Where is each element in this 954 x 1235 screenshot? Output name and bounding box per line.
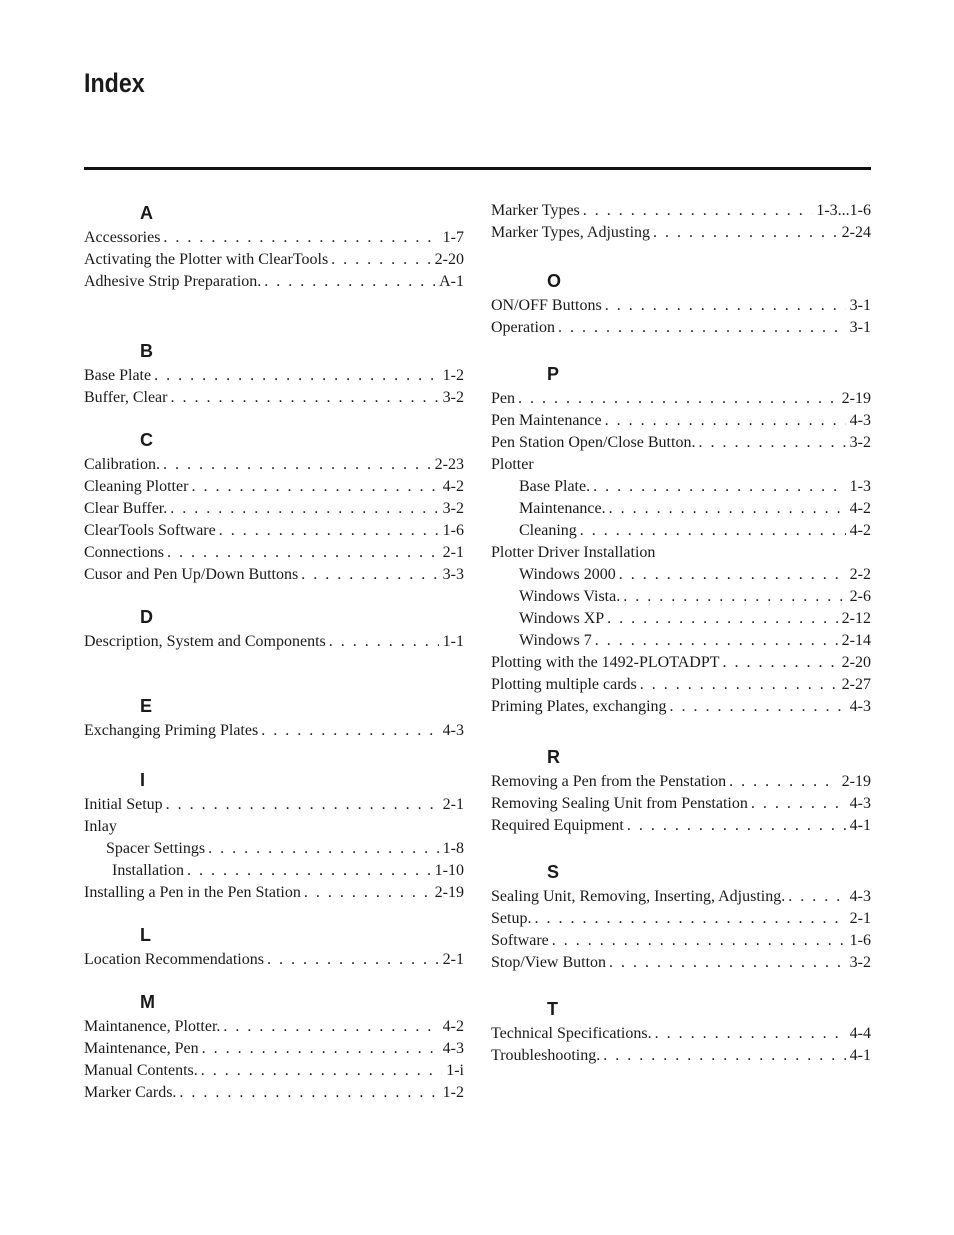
index-entry: ON/OFF Buttons . . . 3-1 [491, 295, 871, 317]
index-subentry: Cleaning . . . 4-2 [491, 520, 871, 542]
index-subentry: Maintenance. . . . 4-2 [491, 498, 871, 520]
index-entry: Marker Cards. . . . 1-2 [84, 1082, 464, 1104]
index-section-r [491, 744, 871, 837]
section-letter: S [547, 862, 560, 882]
section-letter: B [140, 341, 153, 361]
index-entry: Cleaning Plotter . . . 4-2 [84, 476, 464, 498]
index-entry: Troubleshooting. . . . 4-1 [491, 1045, 871, 1067]
index-entry: Adhesive Strip Preparation. . . . A-1 [84, 271, 464, 293]
index-entry: Stop/View Button . . . 3-2 [491, 952, 871, 974]
index-entry: Initial Setup . . . 2-1 [84, 794, 464, 816]
index-subentry: Windows 7 . . . 2-14 [491, 630, 871, 652]
index-column-left [84, 200, 464, 1104]
index-heading: Plotter Driver Installation [491, 544, 656, 561]
section-letter: I [140, 770, 146, 790]
index-section-t [491, 996, 871, 1067]
index-entry: Base Plate . . . 1-2 [84, 365, 464, 387]
index-entry: Sealing Unit, Removing, Inserting, Adjusting. . . . 4-3 [491, 886, 871, 908]
index-entry: Accessories . . . 1-7 [84, 227, 464, 249]
index-entry: Activating the Plotter with ClearTools . . . 2-20 [84, 249, 464, 271]
index-section-b [84, 338, 464, 409]
index-entry: Operation . . . 3-1 [491, 317, 871, 339]
index-subentry: Windows 2000 . . . 2-2 [491, 564, 871, 586]
index-entry: Software . . . 1-6 [491, 930, 871, 952]
index-entry: Marker Types, Adjusting . . . 2-24 [491, 222, 871, 244]
index-section-o [491, 268, 871, 339]
index-entry: Required Equipment . . . 4-1 [491, 815, 871, 837]
index-subentry: Base Plate. . . . 1-3 [491, 476, 871, 498]
index-entry: Plotting with the 1492-PLOTADPT . . . 2-20 [491, 652, 871, 674]
index-section-m [84, 989, 464, 1104]
index-entry: Cusor and Pen Up/Down Buttons . . . 3-3 [84, 564, 464, 586]
index-subentry: Installation . . . 1-10 [84, 860, 464, 882]
page-title: Index [84, 68, 145, 98]
index-entry: Maintenance, Pen . . . 4-3 [84, 1038, 464, 1060]
section-letter: O [547, 271, 562, 291]
index-column-right [491, 200, 871, 1067]
index-section-p [491, 361, 871, 718]
index-entry: Description, System and Components . . . 1-1 [84, 631, 464, 653]
index-entry: Marker Types . . . 1-3...1-6 [491, 200, 871, 222]
index-entry: Installing a Pen in the Pen Station . . . 2-19 [84, 882, 464, 904]
index-section-l [84, 922, 464, 971]
index-section-s [491, 859, 871, 974]
index-entry: Priming Plates, exchanging . . . 4-3 [491, 696, 871, 718]
index-entry: Technical Specifications. . . . 4-4 [491, 1023, 871, 1045]
section-letter: T [547, 999, 558, 1019]
index-section-e [84, 693, 464, 742]
index-entry: Location Recommendations . . . 2-1 [84, 949, 464, 971]
index-entry: Removing Sealing Unit from Penstation . . . 4-3 [491, 793, 871, 815]
index-section-i [84, 767, 464, 904]
section-letter: A [140, 203, 153, 223]
index-entry: Setup. . . . 2-1 [491, 908, 871, 930]
index-section-a [84, 200, 464, 293]
index-section-c [84, 427, 464, 586]
index-section-d [84, 604, 464, 653]
section-letter: C [140, 430, 153, 450]
index-entry: Plotting multiple cards . . . 2-27 [491, 674, 871, 696]
index-entry: Clear Buffer. . . . 3-2 [84, 498, 464, 520]
index-heading: Plotter [491, 456, 534, 473]
index-entry: ClearTools Software . . . 1-6 [84, 520, 464, 542]
section-letter: D [140, 607, 153, 627]
index-entry: Buffer, Clear . . . 3-2 [84, 387, 464, 409]
index-entry: Manual Contents. . . . 1-i [84, 1060, 464, 1082]
index-entry: Pen Station Open/Close Button. . . . 3-2 [491, 432, 871, 454]
index-subentry: Windows XP . . . 2-12 [491, 608, 871, 630]
index-subentry: Spacer Settings . . . 1-8 [84, 838, 464, 860]
index-entry: Exchanging Priming Plates . . . 4-3 [84, 720, 464, 742]
index-entry: Calibration. . . . 2-23 [84, 454, 464, 476]
section-letter: M [140, 992, 155, 1012]
index-heading: Inlay [84, 818, 117, 835]
index-entry: Connections . . . 2-1 [84, 542, 464, 564]
index-entry: Removing a Pen from the Penstation . . . 2-19 [491, 771, 871, 793]
index-section-m-continued [491, 200, 871, 244]
index-subentry: Windows Vista. . . . 2-6 [491, 586, 871, 608]
section-letter: L [140, 925, 151, 945]
title-divider [84, 167, 871, 170]
index-entry: Pen . . . 2-19 [491, 388, 871, 410]
section-letter: P [547, 364, 560, 384]
section-letter: R [547, 747, 560, 767]
index-entry: Pen Maintenance . . . 4-3 [491, 410, 871, 432]
section-letter: E [140, 696, 153, 716]
index-entry: Maintanence, Plotter. . . . 4-2 [84, 1016, 464, 1038]
